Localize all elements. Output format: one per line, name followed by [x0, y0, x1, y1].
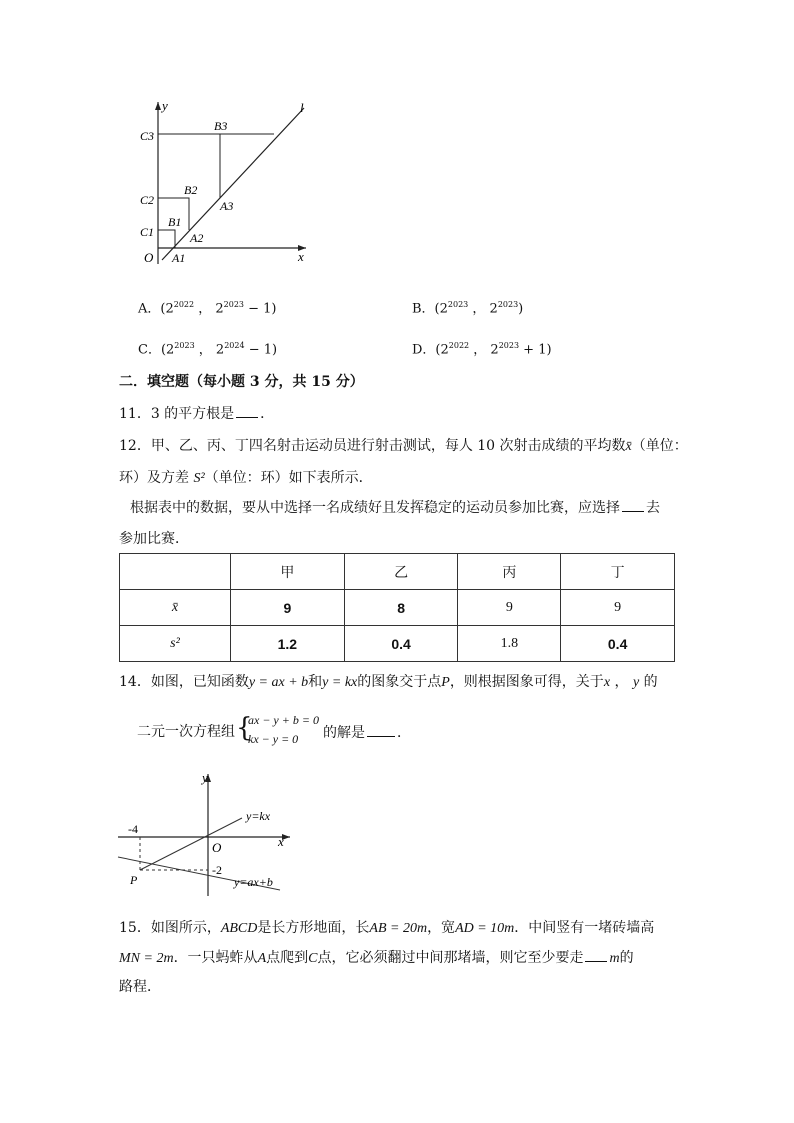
square-1 [158, 230, 175, 248]
brace: { [236, 713, 253, 743]
fig2-x-label: x [278, 834, 284, 849]
question-14-end: 的解是 ． [323, 722, 411, 743]
label-b3: B3 [214, 119, 228, 133]
header-yi: 乙 [344, 554, 458, 590]
answer-blank-11[interactable] [236, 403, 258, 418]
function-figure [114, 770, 294, 900]
label-b1: B1 [168, 215, 182, 229]
question-12-line4: 参加比赛． [119, 531, 189, 547]
question-15-line3: 路程． [119, 979, 161, 995]
table-header-row [120, 554, 675, 590]
section-heading: 二．填空题（每小题 3 分，共 15 分） [119, 374, 364, 390]
label-a2: A2 [190, 231, 204, 245]
label-c3: C3 [140, 129, 155, 143]
label-b2: B2 [184, 183, 198, 197]
label-c2: C2 [140, 193, 155, 207]
tick-minus-4: -4 [128, 822, 138, 836]
header-jia: 甲 [231, 554, 345, 590]
label-y-axb: y=ax+b [234, 875, 273, 889]
question-15-line1: 15．如图所示，ABCD是长方形地面，长AB = 20m，宽AD = 10m．中间竖有一堵砖墙高 [119, 920, 655, 936]
equation-2: kx − y = 0 [248, 732, 299, 746]
staircase-figure [128, 96, 318, 268]
option-c[interactable]: C．($2^{2023}$ ， $2^{2024} - 1$) [138, 341, 278, 358]
line-kx [140, 818, 242, 870]
label-a3: A3 [220, 199, 234, 213]
answer-blank-14[interactable] [367, 722, 395, 737]
score-table [119, 553, 675, 662]
question-11: 11．3 的平方根是 ． [119, 403, 274, 424]
fig2-origin: O [212, 840, 222, 855]
label-a1: A1 [172, 251, 186, 265]
tick-minus-2: -2 [212, 863, 222, 877]
answer-blank-12[interactable] [622, 497, 644, 512]
label-c1: C1 [140, 225, 155, 239]
equation-1: ax − y + b = 0 [248, 713, 319, 727]
question-12-line1: 12．甲、乙、丙、丁四名射击运动员进行射击测试，每人 10 次射击成绩的平均数x̄（单位： [119, 438, 688, 454]
point-p: P [130, 873, 138, 887]
answer-blank-15[interactable] [585, 947, 607, 962]
fig1-y-label: y [162, 98, 168, 113]
option-b[interactable]: B．($2^{2023}$ ， $2^{2023}$) [412, 300, 524, 317]
table-row: x̄ 9 8 9 9 [120, 590, 675, 626]
question-15-line2: MN = 2m．一只蚂蚱从A点爬到C点，它必须翻过中间那堵墙，则它至少要走 m的 [119, 947, 634, 969]
question-14-line2: 二元一次方程组 [137, 724, 235, 740]
fig2-y-label: y [202, 770, 208, 785]
question-12-line2: 环）及方差 S²（单位：环）如下表所示． [119, 470, 373, 486]
fig1-origin: O [144, 250, 154, 265]
question-14-line1: 14．如图，已知函数y = ax + b和y = kx的图象交于点P，则根据图象可得，关于x ， y 的 [119, 674, 658, 690]
header-ding: 丁 [561, 554, 675, 590]
question-12-line3: 根据表中的数据，要从中选择一名成绩好且发挥稳定的运动员参加比赛，应选择 去 [130, 497, 660, 518]
table-row: s² 1.2 0.4 1.8 0.4 [120, 626, 675, 662]
option-a[interactable]: A．($2^{2022}$ ， $2^{2023} - 1$) [138, 300, 277, 317]
option-d[interactable]: D．($2^{2022}$ ， $2^{2023} + 1$) [412, 341, 552, 358]
label-y-kx: y=kx [246, 809, 271, 823]
fig1-line-label: l [300, 100, 304, 115]
header-bing: 丙 [458, 554, 561, 590]
fig1-x-label: x [298, 249, 304, 264]
